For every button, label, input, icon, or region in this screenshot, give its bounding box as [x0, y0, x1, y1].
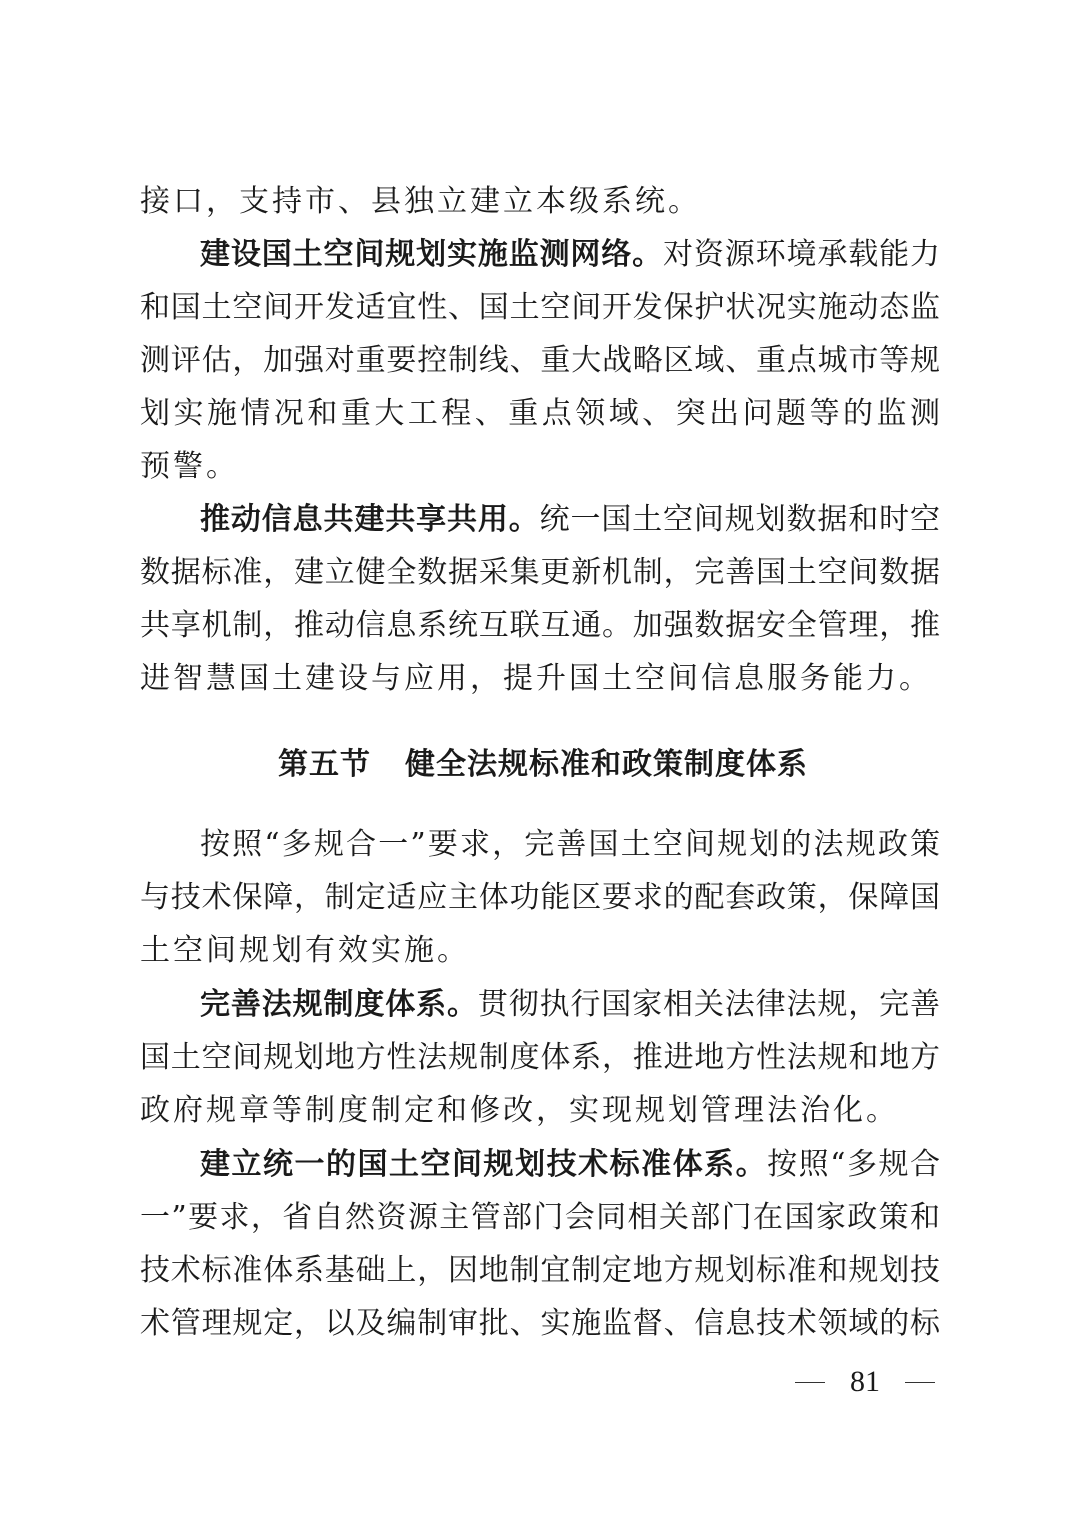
paragraph-4-line-3: 土空间规划有效实施。 — [140, 933, 470, 968]
paragraph-5-lead: 完善法规制度体系。 — [200, 987, 478, 1022]
section-number: 第五节 — [278, 747, 371, 782]
paragraph-6-line-2: 一”要求，省自然资源主管部门会同相关部门在国家政策和 — [140, 1200, 940, 1235]
paragraph-5-line-3: 政府规章等制度制定和修改，实现规划管理法治化。 — [140, 1093, 899, 1128]
paragraph-6-line-1 — [200, 1143, 940, 1187]
paragraph-6-line-4: 术管理规定，以及编制审批、实施监督、信息技术领域的标 — [140, 1306, 940, 1341]
paragraph-3-line-3: 共享机制，推动信息系统互联互通。加强数据安全管理，推 — [140, 608, 940, 643]
footer-left-dash — [795, 1382, 825, 1383]
paragraph-5-line-1-rest: 贯彻执行国家相关法律法规，完善 — [477, 987, 940, 1022]
paragraph-6-lead: 建立统一的国土空间规划技术标准体系。 — [200, 1147, 768, 1182]
paragraph-2-lead: 建设国土空间规划实施监测网络。 — [200, 237, 664, 272]
paragraph-2-line-3: 测评估，加强对重要控制线、重大战略区域、重点城市等规 — [140, 343, 940, 378]
paragraph-2-line-4: 划实施情况和重大工程、重点领域、突出问题等的监测 — [140, 396, 940, 431]
section-heading — [278, 743, 808, 787]
paragraph-6-line-1-rest: 按照“多规合 — [767, 1147, 940, 1182]
paragraph-2-line-1 — [200, 233, 940, 277]
paragraph-3-line-1 — [200, 498, 940, 542]
paragraph-2-line-2: 和国土空间开发适宜性、国土空间开发保护状况实施动态监 — [140, 290, 940, 325]
paragraph-3-lead: 推动信息共建共享共用。 — [200, 502, 540, 537]
section-title: 健全法规标准和政策制度体系 — [405, 747, 808, 782]
paragraph-3-line-1-rest: 统一国土空间规划数据和时空 — [539, 502, 940, 537]
paragraph-4-line-2: 与技术保障，制定适应主体功能区要求的配套政策，保障国 — [140, 880, 940, 915]
page-number: 81 — [850, 1365, 880, 1398]
footer-right-dash — [905, 1382, 935, 1383]
paragraph-2-line-1-rest: 对资源环境承载能力 — [663, 237, 940, 272]
paragraph-6-line-3: 技术标准体系基础上，因地制宜制定地方规划标准和规划技 — [140, 1253, 940, 1288]
paragraph-1-line-1: 接口，支持市、县独立建立本级系统。 — [140, 184, 701, 219]
paragraph-5-line-1 — [200, 983, 940, 1027]
paragraph-2-line-5: 预警。 — [140, 449, 239, 484]
page-footer — [795, 1362, 935, 1402]
paragraph-5-line-2: 国土空间规划地方性法规制度体系，推进地方性法规和地方 — [140, 1040, 940, 1075]
paragraph-4-line-1: 按照“多规合一”要求，完善国土空间规划的法规政策 — [200, 827, 940, 862]
paragraph-3-line-4: 进智慧国土建设与应用，提升国土空间信息服务能力。 — [140, 661, 932, 696]
paragraph-3-line-2: 数据标准，建立健全数据采集更新机制，完善国土空间数据 — [140, 555, 940, 590]
